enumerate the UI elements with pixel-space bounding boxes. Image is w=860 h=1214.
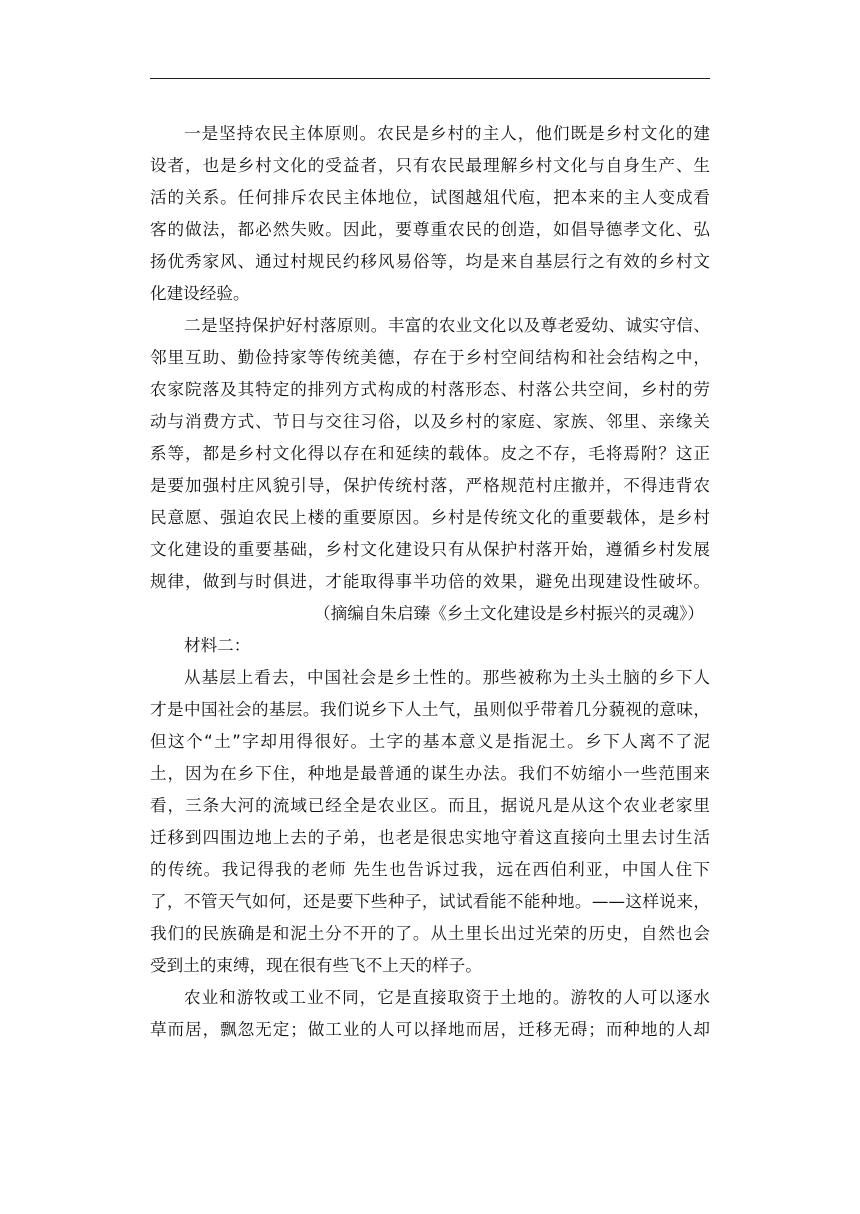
text-line: 看，三条大河的流域已经全是农业区。而且，据说凡是从这个农业老家里 [150, 796, 710, 815]
text-line: 二是坚持保护好村落原则。丰富的农业文化以及尊老爱幼、诚实守信、 [184, 316, 710, 335]
paragraph-rural-society [150, 662, 710, 982]
text-line: 化建设经验。 [150, 284, 250, 303]
text-line: 受到土的束缚，现在很有些飞不上天的样子。 [150, 956, 482, 975]
text-line: 农业和游牧或工业不同，它是直接取资于土地的。游牧的人可以逐水 [184, 988, 710, 1007]
document-body [150, 118, 710, 1046]
text-line: 从基层上看去，中国社会是乡土性的。那些被称为土头土脑的乡下人 [184, 668, 710, 687]
text-line: 设者，也是乡村文化的受益者，只有农民最理解乡村文化与自身生产、生 [150, 156, 710, 175]
text-line: 才是中国社会的基层。我们说乡下人土气，虽则似乎带着几分藐视的意味， [150, 700, 710, 719]
text-line: 迁移到四围边地上去的子弟，也老是很忠实地守着这直接向土里去讨生活 [150, 828, 710, 847]
text-line: 一是坚持农民主体原则。农民是乡村的主人，他们既是乡村文化的建 [184, 124, 710, 143]
text-line: 草而居，飘忽无定；做工业的人可以择地而居，迁移无碍；而种地的人却 [150, 1020, 710, 1039]
material-two-heading: 材料二： [184, 636, 251, 655]
text-line: 了，不管天气如何，还是要下些种子，试试看能不能种地。——这样说来， [150, 892, 710, 911]
text-line: 动与消费方式、节日与交往习俗，以及乡村的家庭、家族、邻里、亲缘关 [150, 412, 710, 431]
text-line: 是要加强村庄风貌引导，保护传统村落，严格规范村庄撤并，不得违背农 [150, 476, 710, 495]
paragraph-principle-two [150, 310, 710, 598]
text-line: 文化建设的重要基础，乡村文化建设只有从保护村落开始，遵循乡村发展 [150, 540, 710, 559]
source-attribution: （摘编自朱启臻《乡土文化建设是乡村振兴的灵魂》） [314, 604, 704, 623]
text-line: 的传统。我记得我的老师 先生也告诉过我，远在西伯利亚，中国人住下 [150, 860, 710, 879]
text-line: 系等，都是乡村文化得以存在和延续的载体。皮之不存，毛将焉附？这正 [150, 444, 710, 463]
text-line: 客的做法，都必然失败。因此，要尊重农民的创造，如倡导德孝文化、弘 [150, 220, 710, 239]
text-line: 但这个“土”字却用得很好。土字的基本意义是指泥土。乡下人离不了泥 [150, 732, 710, 751]
text-line: 规律，做到与时俱进，才能取得事半功倍的效果，避免出现建设性破坏。 [150, 572, 710, 591]
paragraph-agriculture-vs-nomad [150, 982, 710, 1046]
header-rule [150, 78, 710, 79]
text-line: 扬优秀家风、通过村规民约移风易俗等，均是来自基层行之有效的乡村文 [150, 252, 710, 271]
text-line: 我们的民族确是和泥土分不开的了。从土里长出过光荣的历史，自然也会 [150, 924, 710, 943]
text-line: 活的关系。任何排斥农民主体地位，试图越俎代庖，把本来的主人变成看 [150, 188, 710, 207]
text-line: 民意愿、强迫农民上楼的重要原因。乡村是传统文化的重要载体，是乡村 [150, 508, 710, 527]
text-line: 农家院落及其特定的排列方式构成的村落形态、村落公共空间，乡村的劳 [150, 380, 710, 399]
paragraph-principle-one [150, 118, 710, 310]
text-line: 土，因为在乡下住，种地是最普通的谋生办法。我们不妨缩小一些范围来 [150, 764, 710, 783]
text-line: 邻里互助、勤俭持家等传统美德，存在于乡村空间结构和社会结构之中， [150, 348, 710, 367]
